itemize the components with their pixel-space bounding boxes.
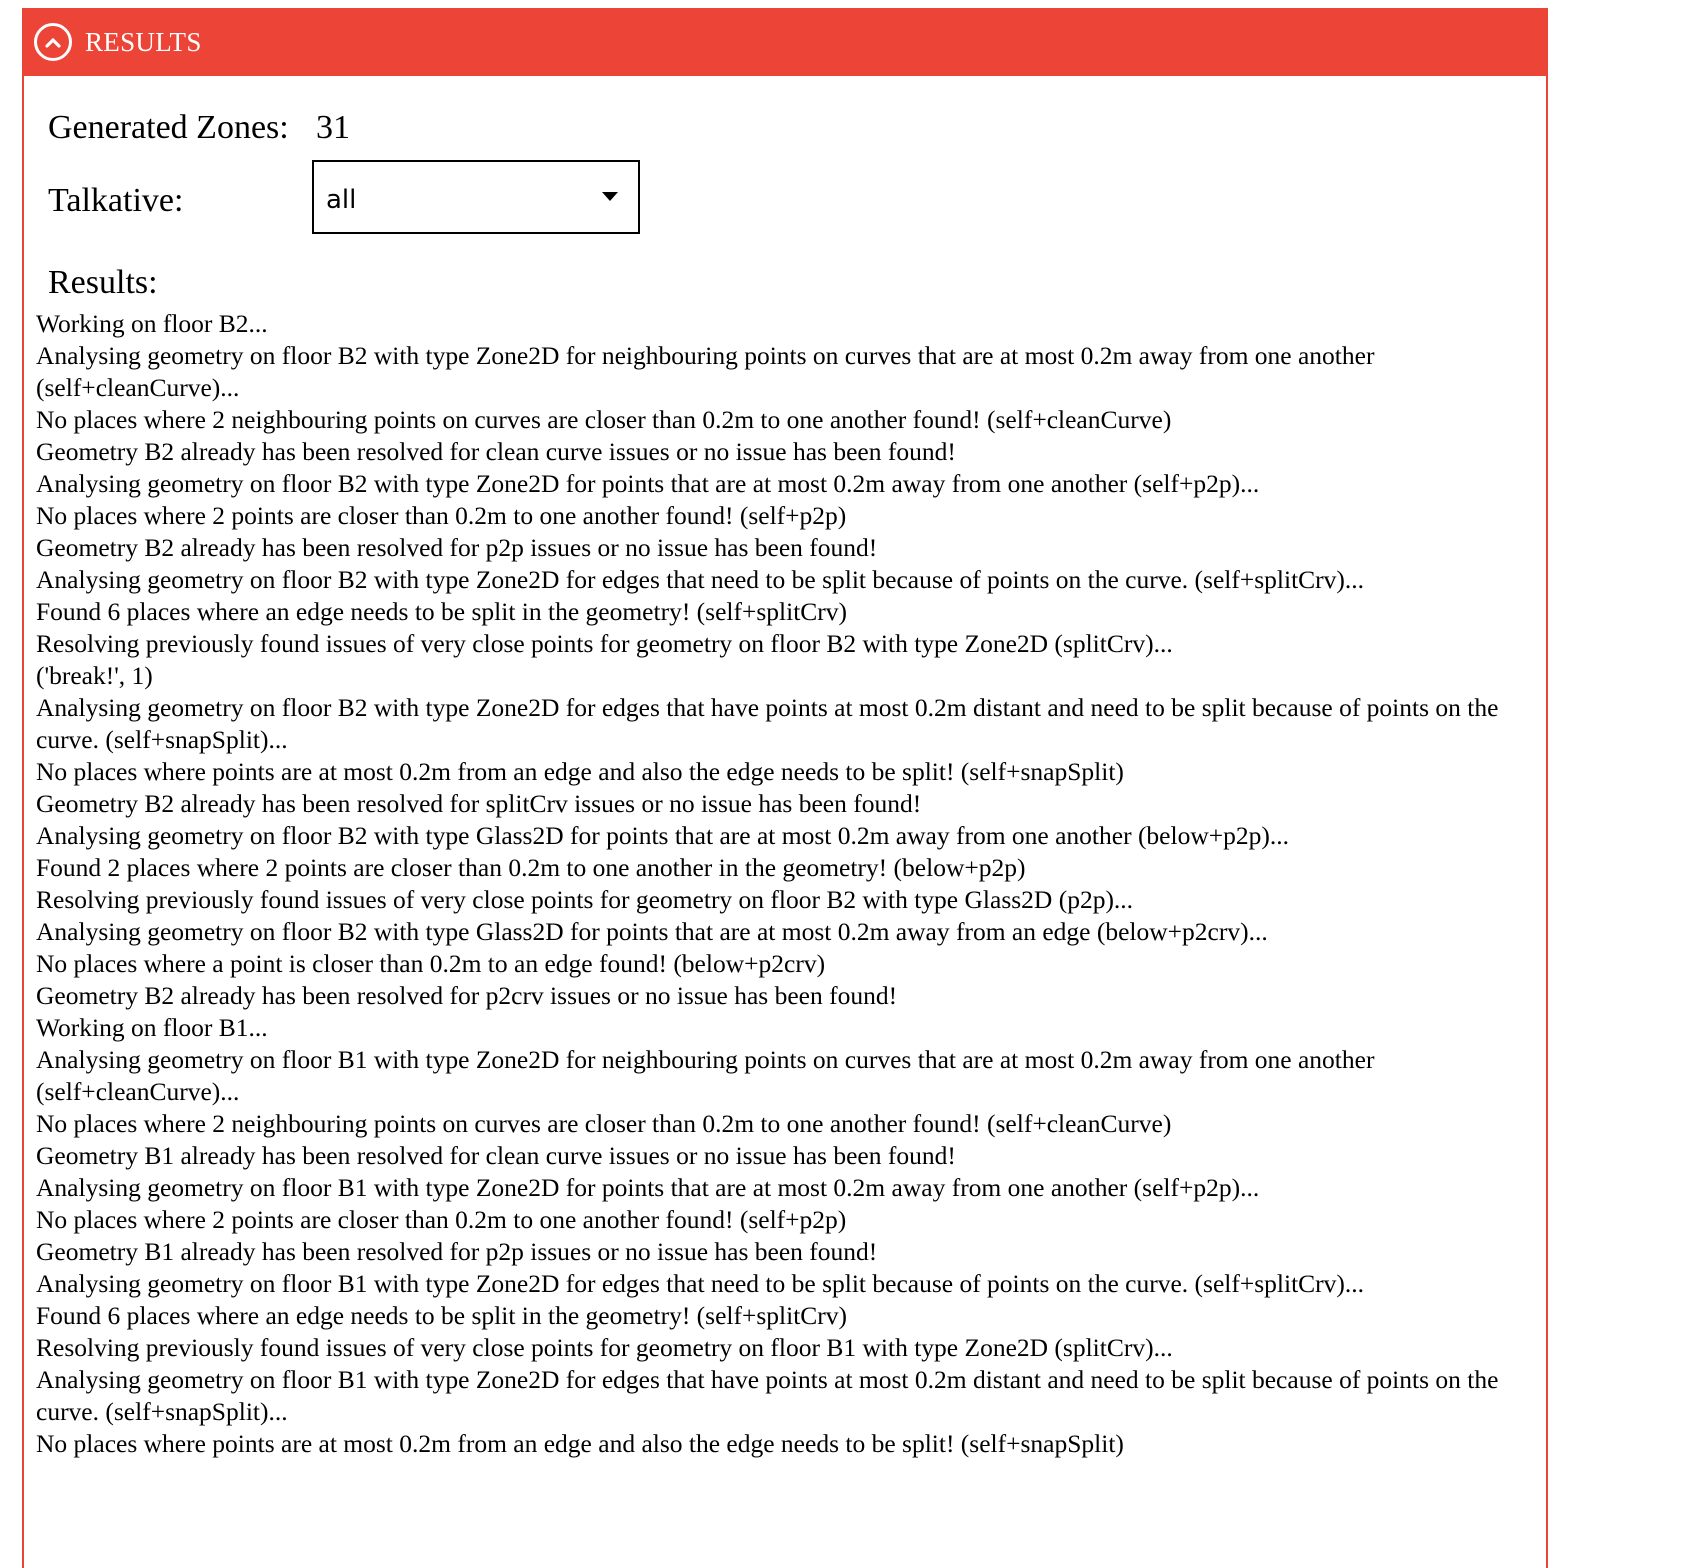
log-line: Analysing geometry on floor B1 with type Zone2D for points that are at most 0.2m away from one another (self+p2p)...: [36, 1173, 1260, 1202]
log-line: No places where a point is closer than 0.2m to an edge found! (below+p2crv): [36, 949, 826, 978]
log-line: No places where 2 neighbouring points on curves are closer than 0.2m to one another found! (self+cleanCurve): [36, 1109, 1172, 1138]
log-line: Analysing geometry on floor B2 with type Zone2D for edges that have points at most 0.2m distant and need to be split because of points on the curve. (self+snapSplit)...: [36, 693, 1499, 754]
results-header-title: RESULTS: [85, 26, 202, 57]
log-line: Geometry B1 already has been resolved for clean curve issues or no issue has been found!: [36, 1141, 956, 1170]
log-line: No places where points are at most 0.2m from an edge and also the edge needs to be split! (self+snapSplit): [36, 1429, 1124, 1458]
log-line: Found 6 places where an edge needs to be split in the geometry! (self+splitCrv): [36, 1301, 848, 1330]
log-line: Geometry B1 already has been resolved for p2p issues or no issue has been found!: [36, 1237, 878, 1266]
talkative-select-value: all: [326, 185, 357, 215]
log-line: Resolving previously found issues of very close points for geometry on floor B1 with type Zone2D (splitCrv)...: [36, 1333, 1173, 1362]
log-line: Working on floor B1...: [36, 1013, 268, 1042]
generated-zones-label: Generated Zones:: [48, 109, 289, 146]
chevron-up-circle-icon[interactable]: [34, 23, 72, 61]
talkative-label: Talkative:: [48, 182, 184, 219]
log-line: Found 6 places where an edge needs to be split in the geometry! (self+splitCrv): [36, 597, 848, 626]
log-line: Resolving previously found issues of very close points for geometry on floor B2 with type Glass2D (p2p)...: [36, 885, 1134, 914]
log-line: No places where 2 neighbouring points on curves are closer than 0.2m to one another found! (self+cleanCurve): [36, 405, 1172, 434]
log-line: Analysing geometry on floor B2 with type Zone2D for points that are at most 0.2m away from one another (self+p2p)...: [36, 469, 1260, 498]
log-line: Analysing geometry on floor B2 with type Zone2D for edges that need to be split because of points on the curve. (self+splitCrv)...: [36, 565, 1365, 594]
log-line: Analysing geometry on floor B2 with type Glass2D for points that are at most 0.2m away from an edge (below+p2crv)...: [36, 917, 1268, 946]
log-line: Analysing geometry on floor B1 with type Zone2D for edges that have points at most 0.2m distant and need to be split because of points on the curve. (self+snapSplit)...: [36, 1365, 1499, 1426]
chevron-up-icon: [44, 36, 62, 48]
talkative-select[interactable]: [312, 160, 640, 234]
results-panel: [22, 8, 1548, 1568]
log-line: Geometry B2 already has been resolved for clean curve issues or no issue has been found!: [36, 437, 956, 466]
log-line: Geometry B2 already has been resolved for splitCrv issues or no issue has been found!: [36, 789, 922, 818]
log-line: No places where points are at most 0.2m from an edge and also the edge needs to be split! (self+snapSplit): [36, 757, 1124, 786]
dropdown-arrow-icon: [602, 192, 618, 201]
log-line: Found 2 places where 2 points are closer than 0.2m to one another in the geometry! (below+p2p): [36, 853, 1026, 882]
generated-zones-value: 31: [316, 109, 350, 146]
results-header[interactable]: [24, 8, 1546, 76]
log-line: Geometry B2 already has been resolved for p2p issues or no issue has been found!: [36, 533, 878, 562]
log-line: Analysing geometry on floor B2 with type Glass2D for points that are at most 0.2m away from one another (below+p2p)...: [36, 821, 1289, 850]
log-line: Resolving previously found issues of very close points for geometry on floor B2 with type Zone2D (splitCrv)...: [36, 629, 1173, 658]
log-line: No places where 2 points are closer than 0.2m to one another found! (self+p2p): [36, 501, 847, 530]
log-line: Analysing geometry on floor B2 with type Zone2D for neighbouring points on curves that are at most 0.2m away from one another (self+cleanCurve)...: [36, 341, 1375, 402]
log-line: Geometry B2 already has been resolved for p2crv issues or no issue has been found!: [36, 981, 898, 1010]
log-line: No places where 2 points are closer than 0.2m to one another found! (self+p2p): [36, 1205, 847, 1234]
results-label: Results:: [48, 264, 158, 301]
log-line: Analysing geometry on floor B1 with type Zone2D for neighbouring points on curves that are at most 0.2m away from one another (self+cleanCurve)...: [36, 1045, 1375, 1106]
log-line: Working on floor B2...: [36, 309, 268, 338]
log-line: Analysing geometry on floor B1 with type Zone2D for edges that need to be split because of points on the curve. (self+splitCrv)...: [36, 1269, 1365, 1298]
log-line: ('break!', 1): [36, 661, 153, 690]
results-log: [36, 308, 1516, 1460]
